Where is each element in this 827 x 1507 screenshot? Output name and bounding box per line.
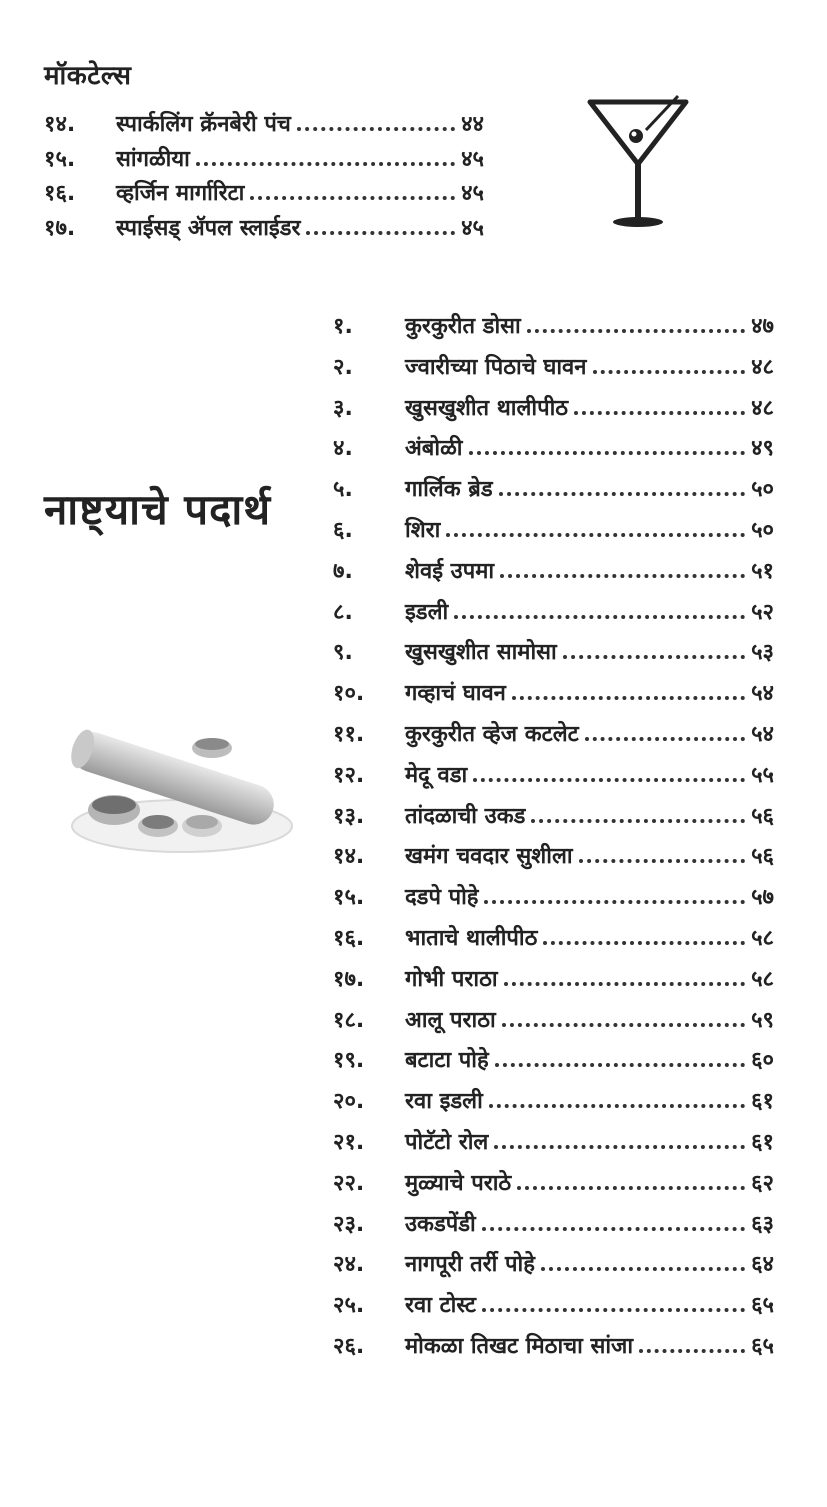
dot-leader (489, 1104, 745, 1108)
toc-entry (333, 586, 774, 624)
dot-leader (446, 533, 745, 537)
toc-entry (333, 830, 774, 868)
entry-number: ४. (333, 436, 353, 462)
entry-number: १०. (333, 681, 365, 707)
entry-page-number: ६४ (751, 1252, 774, 1278)
entry-page-number: ५५ (751, 762, 774, 788)
entry-title: मुळ्याचे पराठे (405, 1170, 512, 1196)
dot-leader (500, 574, 745, 578)
entry-title: ज्वारीच्या पिठाचे घावन (405, 354, 587, 380)
cocktail-glass-icon (586, 92, 690, 236)
toc-entry (333, 341, 774, 379)
dot-leader (512, 696, 745, 700)
dot-leader (297, 127, 455, 131)
entry-number: २२. (333, 1170, 365, 1196)
entry-page-number: ६१ (751, 1130, 774, 1155)
dot-leader (484, 900, 745, 904)
dot-leader (473, 778, 745, 782)
entry-number: १. (333, 314, 353, 339)
entry-title: स्पाईसड् ॲपल स्लाईडर (116, 215, 301, 241)
dot-leader (531, 819, 745, 823)
entry-title: मोकळा तिखट मिठाचा सांजा (405, 1334, 634, 1359)
entry-title: खुसखुशीत थालीपीठ (405, 395, 569, 421)
entry-title: कुरकुरीत व्हेज कटलेट (405, 722, 579, 747)
entry-page-number: ५६ (751, 844, 774, 870)
entry-page-number: ५७ (751, 885, 774, 911)
entry-page-number: ५९ (751, 1007, 774, 1033)
entry-title: शेवई उपमा (405, 558, 495, 584)
toc-entry (333, 1279, 774, 1317)
entry-page-number: ५० (751, 518, 774, 543)
entry-number: २. (333, 354, 353, 380)
entry-title: नागपूरी तर्री पोहे (405, 1252, 535, 1278)
entry-title: अंबोळी (405, 436, 463, 462)
toc-entry (333, 504, 774, 542)
entry-title: भाताचे थालीपीठ (405, 926, 538, 951)
entry-title: गोभी पराठा (405, 966, 498, 992)
entry-number: १५. (333, 885, 365, 911)
entry-title: खुसखुशीत सामोसा (405, 640, 557, 666)
dot-leader (502, 1023, 745, 1027)
entry-page-number: ४५ (461, 215, 484, 241)
entry-page-number: ४८ (751, 395, 774, 421)
entry-title: गार्लिक ब्रेड (405, 477, 493, 503)
entry-number: ८. (333, 599, 353, 625)
toc-entry (44, 98, 484, 136)
entry-page-number: ६२ (751, 1170, 774, 1196)
toc-entry (333, 1116, 774, 1154)
entry-number: १६. (333, 926, 365, 951)
entry-title: रवा टोस्ट (405, 1293, 477, 1319)
entry-number: १९. (333, 1048, 365, 1074)
dot-leader (499, 492, 746, 496)
entry-page-number: ६० (751, 1048, 774, 1074)
entry-title: पोटॅटो रोल (405, 1130, 489, 1155)
entry-number: १७. (44, 215, 76, 241)
entry-number: १५. (44, 146, 76, 172)
entry-page-number: ४८ (751, 354, 774, 380)
dot-leader (639, 1349, 745, 1353)
toc-entry (333, 1075, 774, 1113)
dot-leader (494, 1145, 745, 1149)
toc-entry (333, 626, 774, 664)
toc-entry (333, 1198, 774, 1236)
toc-entry (333, 912, 774, 950)
toc-entry (333, 1157, 774, 1195)
entry-page-number: ६५ (751, 1334, 774, 1359)
toc-entry (333, 708, 774, 746)
entry-number: १६. (44, 181, 76, 206)
toc-entry (333, 1238, 774, 1276)
dot-leader (543, 941, 745, 945)
mocktails-heading: मॉकटेल्स (44, 61, 132, 91)
toc-entry (333, 422, 774, 460)
entry-number: ११. (333, 722, 365, 747)
entry-number: ९. (333, 640, 353, 666)
entry-title: दडपे पोहे (405, 885, 479, 911)
entry-title: इडली (405, 599, 449, 625)
entry-page-number: ५१ (751, 558, 774, 584)
entry-title: स्पार्कलिंग क्रॅनबेरी पंच (116, 112, 291, 137)
toc-entry (333, 871, 774, 909)
dot-leader (454, 615, 745, 619)
entry-title: खमंग चवदार सुशीला (405, 844, 573, 870)
entry-number: २३. (333, 1211, 365, 1237)
toc-entry (44, 202, 484, 240)
entry-page-number: ४४ (461, 112, 484, 137)
entry-number: २६. (333, 1334, 365, 1359)
entry-title: गव्हाचं घावन (405, 681, 506, 707)
dot-leader (579, 859, 746, 863)
toc-entry (333, 300, 774, 338)
entry-title: उकडपेंडी (405, 1211, 476, 1237)
entry-page-number: ५८ (751, 966, 774, 992)
entry-page-number: ५२ (751, 599, 774, 625)
entry-title: बटाटा पोहे (405, 1048, 489, 1074)
dot-leader (482, 1227, 745, 1231)
dot-leader (495, 1063, 745, 1067)
toc-entry (333, 545, 774, 583)
entry-title: मेदू वडा (405, 762, 468, 788)
dot-leader (527, 329, 745, 333)
entry-page-number: ४७ (751, 314, 774, 339)
entry-title: सांगळीया (116, 146, 190, 172)
dot-leader (574, 411, 745, 415)
toc-entry (333, 463, 774, 501)
dot-leader (541, 1267, 745, 1271)
toc-entry (333, 667, 774, 705)
entry-page-number: ४५ (461, 181, 484, 206)
entry-number: २४. (333, 1252, 365, 1278)
entry-number: १८. (333, 1007, 365, 1033)
toc-entry (333, 953, 774, 991)
entry-page-number: ६१ (751, 1089, 774, 1115)
dot-leader (593, 370, 746, 374)
entry-number: २५. (333, 1293, 365, 1319)
entry-number: २१. (333, 1130, 365, 1155)
dot-leader (196, 162, 455, 166)
entry-page-number: ६३ (751, 1211, 774, 1237)
entry-title: रवा इडली (405, 1089, 483, 1115)
entry-page-number: ५४ (751, 722, 774, 747)
entry-title: व्हर्जिन मार्गारिटा (116, 181, 245, 206)
entry-number: १३. (333, 803, 365, 829)
entry-number: १४. (44, 112, 76, 137)
toc-entry (44, 133, 484, 171)
entry-page-number: ४९ (751, 436, 774, 462)
entry-title: आलू पराठा (405, 1007, 496, 1033)
breakfast-heading: नाष्ट्याचे पदार्थ (44, 485, 272, 534)
toc-entry (333, 382, 774, 420)
dot-leader (585, 737, 745, 741)
entry-number: १७. (333, 966, 365, 992)
dot-leader (306, 231, 455, 235)
entry-title: शिरा (405, 518, 441, 543)
entry-number: ५. (333, 477, 353, 503)
entry-number: ६. (333, 518, 353, 543)
entry-page-number: ४५ (461, 146, 484, 172)
toc-entry (333, 790, 774, 828)
toc-entry (333, 1320, 774, 1358)
toc-entry (333, 1034, 774, 1072)
entry-page-number: ५४ (751, 681, 774, 707)
dot-leader (469, 451, 746, 455)
entry-number: ७. (333, 558, 353, 584)
entry-page-number: ५६ (751, 803, 774, 829)
entry-page-number: ५३ (751, 640, 774, 666)
dosa-plate-image (62, 718, 294, 862)
dot-leader (250, 196, 455, 200)
entry-number: १२. (333, 762, 365, 788)
dot-leader (517, 1186, 745, 1190)
entry-number: ३. (333, 395, 353, 421)
entry-title: तांदळाची उकड (405, 803, 526, 829)
entry-number: २०. (333, 1089, 365, 1115)
dot-leader (563, 655, 745, 659)
entry-page-number: ६५ (751, 1293, 774, 1319)
entry-page-number: ५८ (751, 926, 774, 951)
toc-entry (44, 167, 484, 205)
dot-leader (504, 982, 746, 986)
entry-number: १४. (333, 844, 365, 870)
toc-entry (333, 749, 774, 787)
toc-entry (333, 994, 774, 1032)
dot-leader (482, 1308, 745, 1312)
entry-page-number: ५० (751, 477, 774, 503)
entry-title: कुरकुरीत डोसा (405, 314, 521, 339)
